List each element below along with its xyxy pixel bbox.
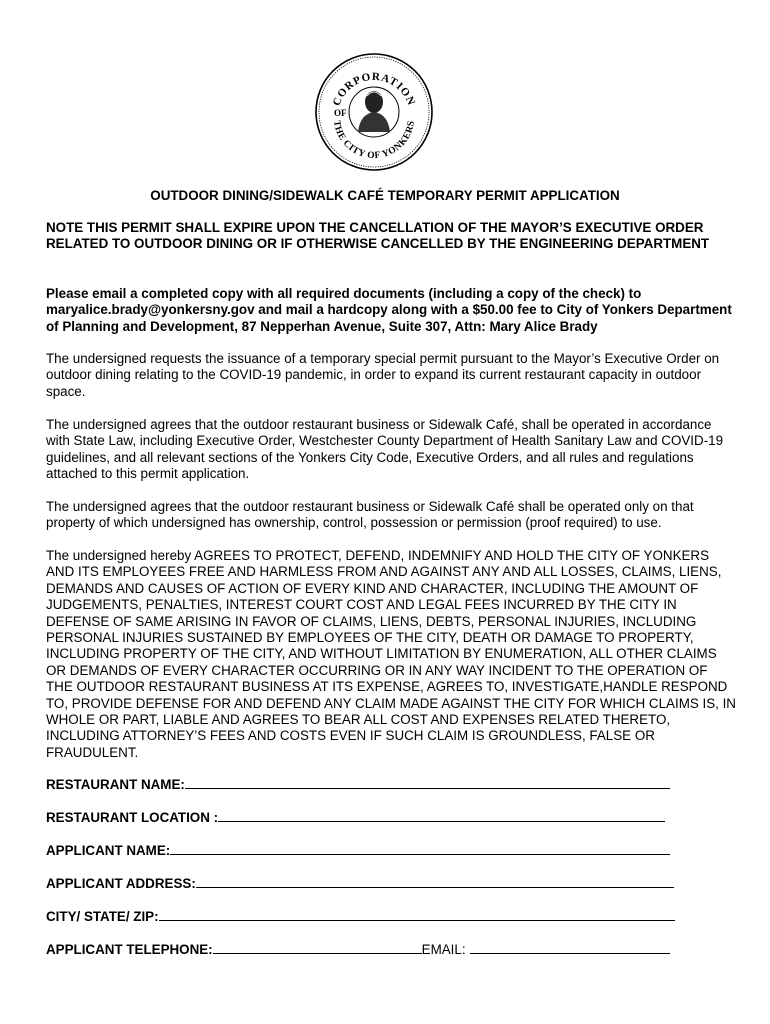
applicant-name-label: APPLICANT NAME: bbox=[46, 843, 171, 858]
city-state-zip-label: CITY/ STATE/ ZIP: bbox=[46, 909, 159, 924]
restaurant-name-field bbox=[46, 776, 670, 793]
restaurant-location-field bbox=[46, 809, 665, 826]
restaurant-name-input[interactable] bbox=[185, 776, 670, 789]
paragraph-request: The undersigned requests the issuance of a temporary special permit pursuant to the Mayor’s Executive Order on outdoor dining relating to the COVID-19 pandemic, in order to expand its current restaurant capacity in outdoor space. bbox=[46, 351, 720, 399]
applicant-telephone-input[interactable] bbox=[213, 941, 422, 954]
paragraph-compliance: The undersigned agrees that the outdoor restaurant business or Sidewalk Café, shall be operated in accordance with State Law, including Executive Order, Westchester County Department of Health Sanitary Law and COVID-19 guidelines, and all relevant sections of the Yonkers City Code, Executive Orders, and all rules and regulations attached to this permit application. bbox=[46, 417, 724, 482]
seal-left-text: OF bbox=[334, 108, 347, 118]
paragraph-indemnification: The undersigned hereby AGREES TO PROTECT, DEFEND, INDEMNIFY AND HOLD THE CITY OF YONKERS AND ITS EMPLOYEES FREE AND HARMLESS FROM AND AGAINST ANY AND ALL LOSSES, CLAIMS, LIENS, DEMANDS AND CAUSES OF ACTION OF EVERY KIND AND CHARACTER, INCLUDING THE AMOUNT OF JUDGEMENTS, PENALTIES, INTEREST COURT COST AND LEGAL FEES INCURRED BY THE CITY IN DEFENSE OF SAME ARISING IN FAVOR OF CLAIMS, LIENS, DEBTS, PERSONAL INJURIES, INCLUDING PERSONAL INJURIES SUSTAINED BY EMPLOYEES OF THE CITY, DEATH OR DAMAGE TO PROPERTY, INCLUDING PROPERTY OF THE CITY, AND WITHOUT LIMITATION BY ENUMERATION, ALL OTHER CLAIMS OR DEMANDS OF EVERY CHARACTER OCCURRING OR IN ANY WAY INCIDENT TO THE OPERATION OF THE OUTDOOR RESTAURANT BUSINESS AT ITS EXPENSE, AGREES TO, INVESTIGATE,HANDLE RESPOND TO, PROVIDE DEFENSE FOR AND DEFEND ANY CLAIM MADE AGAINST THE CITY FOR WHICH CLAIMS IS, IN WHOLE OR PART, LIABLE AND AGREES TO BEAR ALL COST AND EXPENSES RELATED THERETO, INCLUDING ATTORNEY’S FEES AND COSTS EVEN IF SUCH CLAIM IS GROUNDLESS, FALSE OR FRAUDULENT. bbox=[46, 548, 736, 760]
applicant-name-input[interactable] bbox=[170, 842, 670, 855]
submission-instructions: Please email a completed copy with all required documents (including a copy of the check) to maryalice.brady@yonkersny.gov and mail a hardcopy along with a $50.00 fee to City of Yonkers Department of Planning and Development, 87 Nepperhan Avenue, Suite 307, Attn: Mary Alice Brady bbox=[46, 286, 732, 334]
restaurant-location-input[interactable] bbox=[218, 809, 665, 822]
applicant-address-field bbox=[46, 875, 674, 892]
expiration-note: NOTE THIS PERMIT SHALL EXPIRE UPON THE CANCELLATION OF THE MAYOR’S EXECUTIVE ORDER RELATED TO OUTDOOR DINING OR IF OTHERWISE CANCELLED BY THE ENGINEERING DEPARTMENT bbox=[46, 220, 710, 252]
city-state-zip-input[interactable] bbox=[159, 908, 675, 921]
city-state-zip-field bbox=[46, 908, 675, 925]
paragraph-property: The undersigned agrees that the outdoor restaurant business or Sidewalk Café shall be operated only on that property of which undersigned has ownership, control, possession or permission (proof required) to use. bbox=[46, 499, 694, 531]
page-title: OUTDOOR DINING/SIDEWALK CAFÉ TEMPORARY PERMIT APPLICATION bbox=[150, 188, 620, 203]
restaurant-name-label: RESTAURANT NAME: bbox=[46, 777, 185, 792]
seal-bottom-text: THE CITY OF YONKERS bbox=[330, 119, 417, 162]
applicant-telephone-label: APPLICANT TELEPHONE: bbox=[46, 942, 213, 957]
email-input[interactable] bbox=[470, 941, 670, 954]
restaurant-location-label: RESTAURANT LOCATION : bbox=[46, 810, 219, 825]
seal-top-text: CORPORATION bbox=[330, 70, 418, 108]
city-seal bbox=[314, 52, 434, 172]
applicant-address-input[interactable] bbox=[196, 875, 674, 888]
city-seal-icon bbox=[314, 52, 434, 172]
applicant-address-label: APPLICANT ADDRESS: bbox=[46, 876, 196, 891]
applicant-name-field bbox=[46, 842, 670, 859]
email-label: EMAIL: bbox=[421, 942, 466, 957]
applicant-telephone-field bbox=[46, 941, 670, 958]
